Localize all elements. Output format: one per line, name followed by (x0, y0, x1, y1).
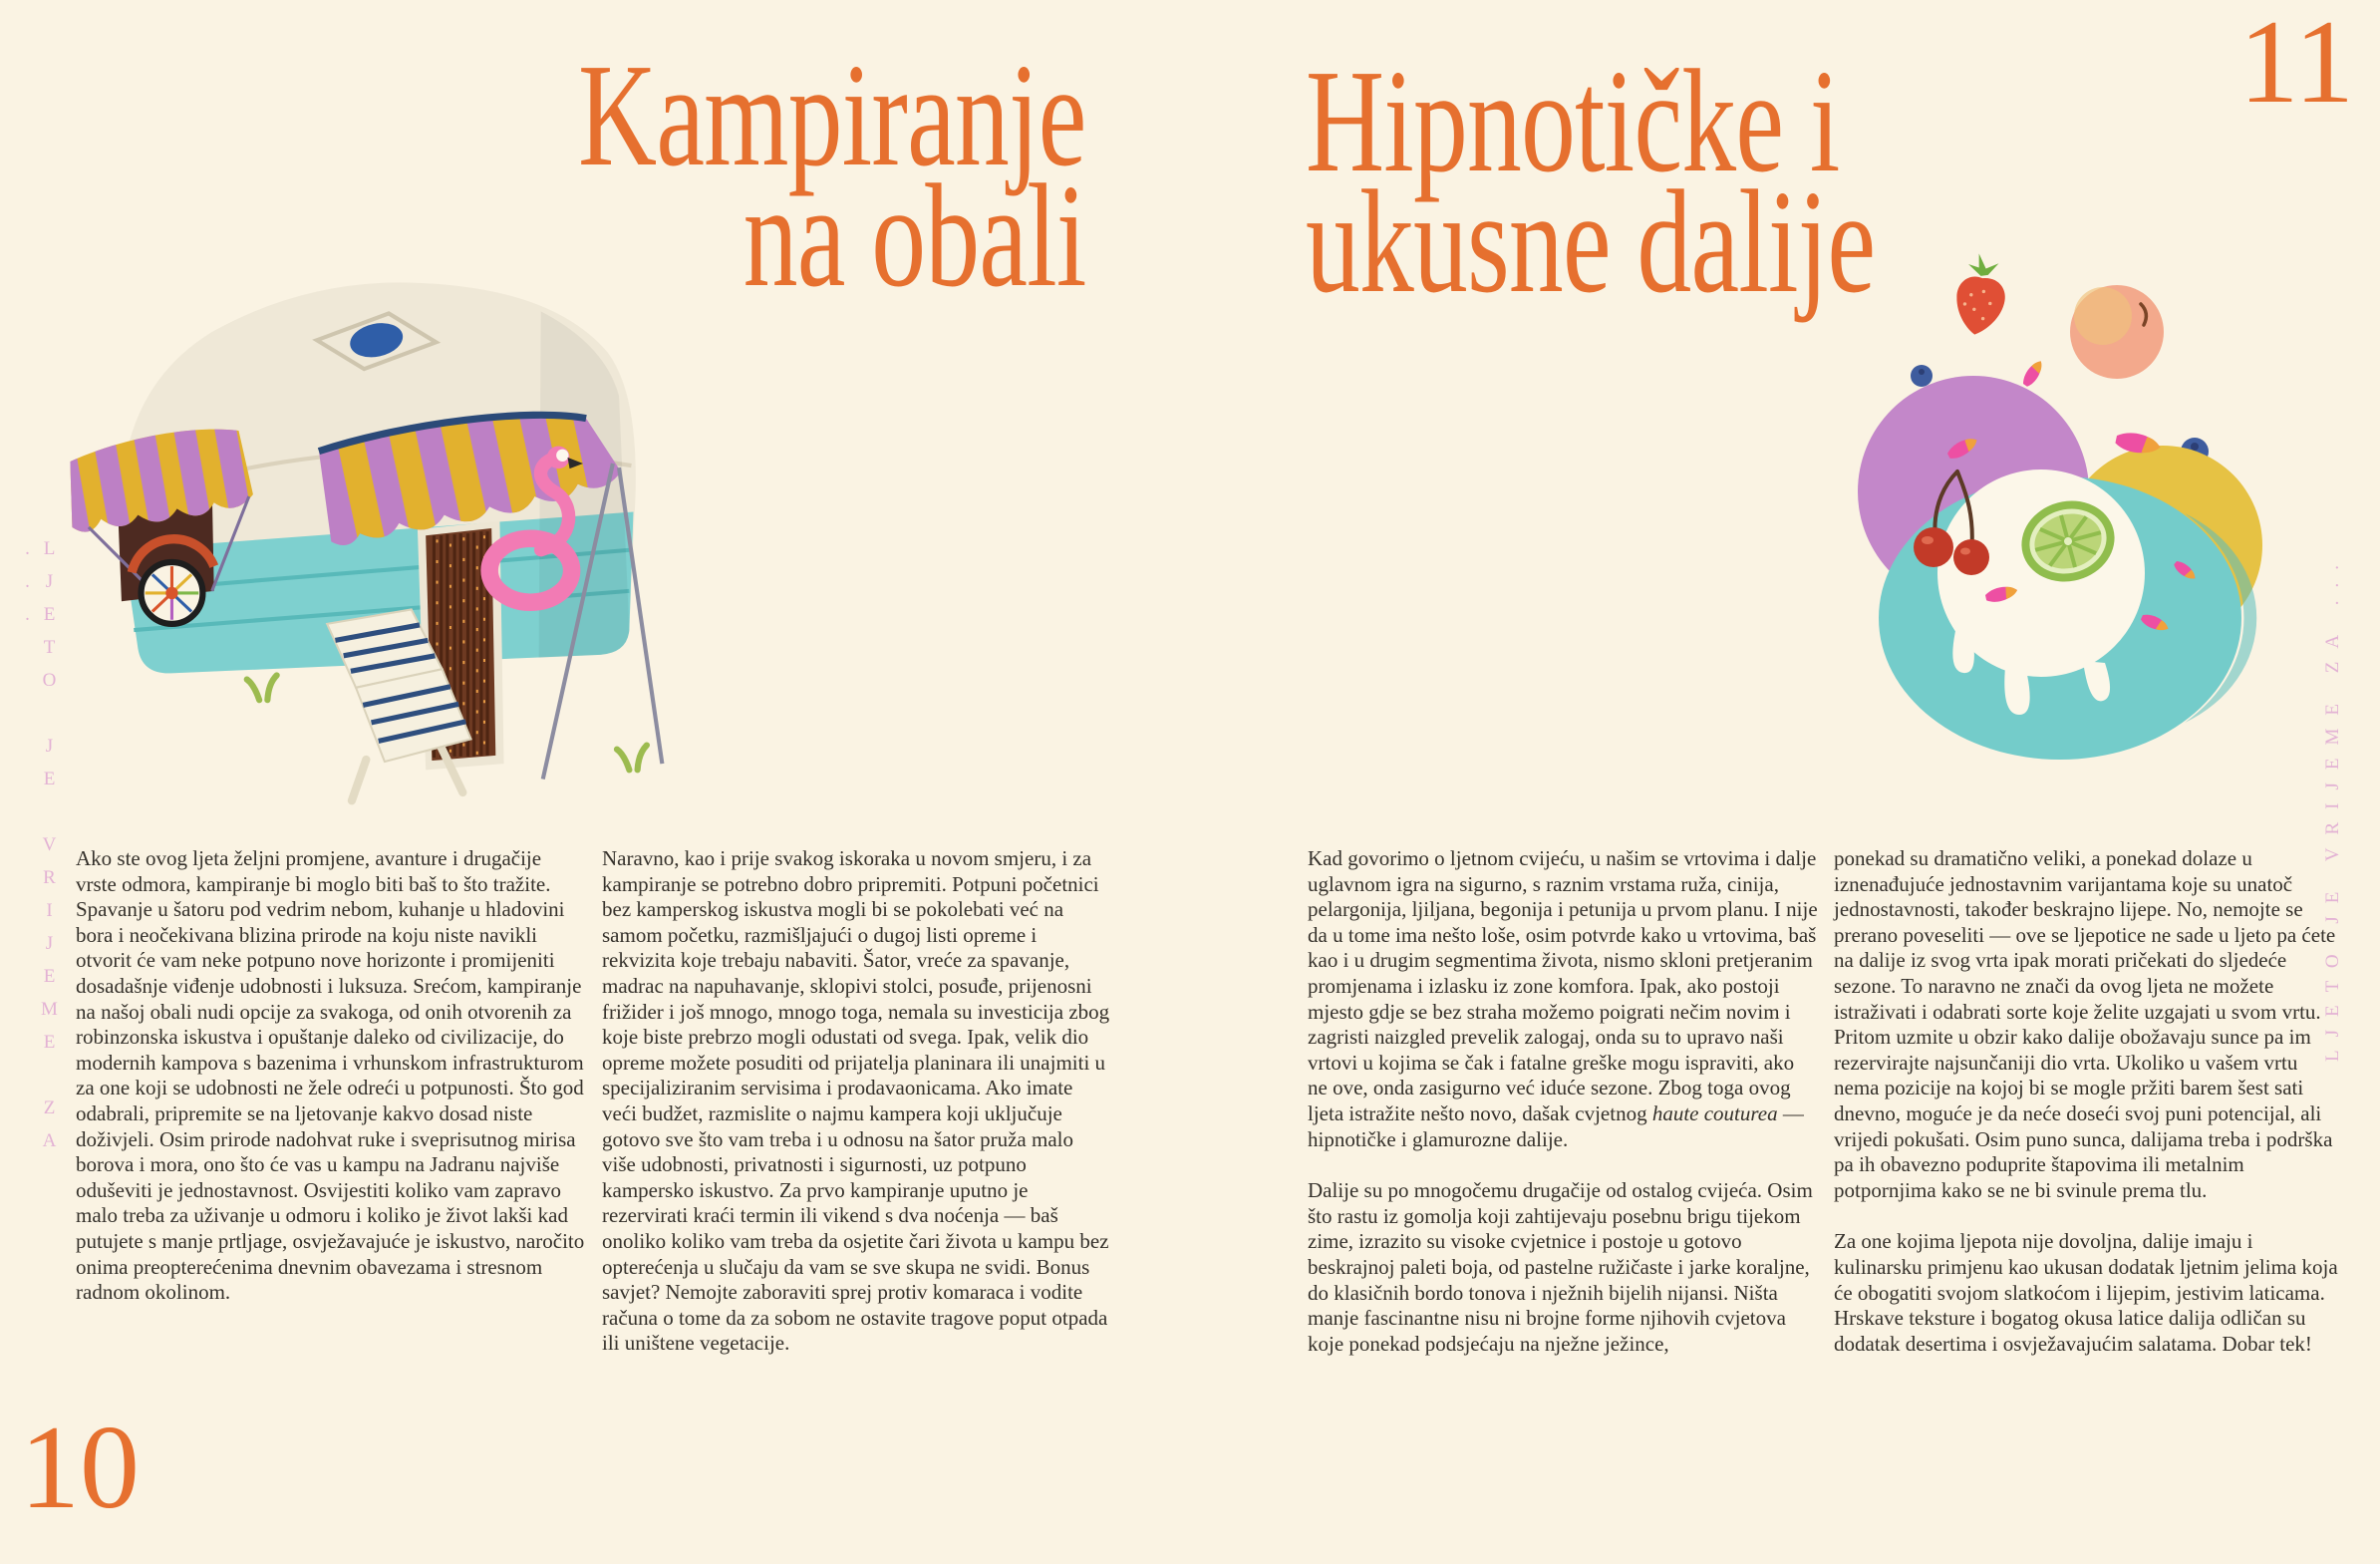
title-line: Kampiranje (578, 34, 1086, 197)
caravan-illustration (58, 187, 716, 805)
title-line: na obali (744, 155, 1086, 318)
body-paragraph: ponekad su dramatično veliki, a ponekad dolaze u iznenađujuće jednostavnim varijantama koje su unatoč jednostavnosti, također beskrajno lijepe. No, nemojte se prerano poveseliti — ove se ljepotice ne sade u ljeto pa ćete na dalije iz svog vrta ipak morati pričekati do sljedeće sezone. To naravno ne znači da ovog ljeta ne možete istraživati i odabrati sorte koje želite uzgajati u svom vrtu. Pritom uzmite u obzir kako dalije obožavaju sunce pa im rezervirajte najsunčaniji dio vrta. Ukoliko u vašem vrtu nema pozicije na kojoj bi se mogle pržiti barem šest sati dnevno, moguće je da neće doseći svoj puni potencijal, ali vrijedi pokušati. Osim puno sunca, dalijama treba i podrška pa ih obavezno poduprite štapovima ili metalnim potpornjima kako se ne bi svinule prema tlu. (1834, 846, 2336, 1202)
strawberry-icon (1951, 251, 2010, 338)
vertical-label-left: LJETO JE VRIJEME ZA ... (17, 538, 60, 1163)
page-number-10: 10 (20, 1401, 140, 1533)
body-paragraph: Naravno, kao i prije svakog iskoraka u novom smjeru, i za kampiranje se potrebno dobro pripremiti. Potpuni početnici bez kamperskog iskustva mogli bi se pokolebati već na samom početku, razmišljajući o dugoj listi opreme i rekvizita koje trebaju nabaviti. Šator, vreće za spavanje, madrac na napuhavanje, sklopivi stolci, posuđe, prijenosni frižider i još mnogo, mnogo toga, nemala su investicija zbog koje biste prebrzo mogli odustati od svega. Ipak, velik dio opreme možete posuditi od prijatelja planinara ili unajmiti u specijaliziranim servisima i prodavaonicama. Ako imate veći budžet, razmislite o najmu kampera koji uključuje gotovo sve što vam treba i u odnosu na šator pruža malo više udobnosti, privatnosti i sigurnosti, uz potpuno kampersko iskustvo. Za prvo kampiranje uputno je rezervirati kraći termin ili vikend s dva noćenja — baš onoliko koliko vam treba da osjetite čari života u kampu bez opterećenja u slučaju da vam se sve skupa ne svidi. Bonus savjet? Nemojte zaboraviti sprej protiv komaraca i vodite računa o tome da za sobom ne ostavite tragove poput otpada ili uništene vegetacije. (602, 846, 1110, 1356)
body-paragraph: Ako ste ovog ljeta željni promjene, avanture i drugačije vrste odmora, kampiranje bi moglo biti baš to što tražite. Spavanje u šatoru pod vedrim nebom, kuhanje u hladovini bora i neočekivana blizina prirode na koju niste navikli otvorit će vam neke potpuno nove horizonte i promijeniti dosadašnje viđenje udobnosti i luksuza. Srećom, kampiranje na našoj obali nudi opcije za svakoga, od onih otvorenih za robinzonska iskustva i opuštanje daleko od civilizacije, do modernih kampova s bazenima i vrhunskom infrastrukturom za one koji se udobnosti ne žele odreći u potpunosti. Što god odabrali, pripremite se na ljetovanje kakvo dosad niste doživjeli. Osim prirode nadohvat ruke i sveprisutnog mirisa borova i mora, ono što će vas u kampu na Jadranu najviše oduševiti je jednostavnost. Osvijestiti koliko vam zapravo malo treba za uživanje u odmoru i koliko je život lakši kad putujete s manje prtljage, osvježavajuće je iskustvo, naročito onima preopterećenima dnevnim obavezama i stresnom radnom okolinom. (76, 846, 585, 1305)
left-page-column-1 (76, 846, 586, 1306)
body-paragraph: Za one kojima ljepota nije dovoljna, dalije imaju i kulinarsku primjenu kao ukusan dodatak ljetnim jelima koja će obogatiti svojom slatkoćom i lijepim, jestivim laticama. Hrskave teksture i bogatog okusa latice dalija odličan su dodatak desertima i osvježavajućim salatama. Dobar tek! (1834, 1229, 2338, 1356)
body-paragraph: Kad govorimo o ljetnom cvijeću, u našim se vrtovima i dalje uglavnom igra na sigurno, s raznim vrstama ruža, cinija, pelargonija, ljiljana, begonija i petunija u prvom planu. I nije da u tome ima nešto loše, osim potvrde kako u vrtovima, baš kao i u drugim segmentima života, nismo skloni pretjeranim promjenama i izlasku iz zone komfora. Ipak, ako postoji mjesto gdje se bez straha možemo poigrati nečim novim i zagristi naizgled prevelik zalogaj, onda su to upravo naši vrtovi u kojima se čak i fatalne greške mogu ispraviti, ako ne ove, onda zasigurno već iduće sezone. Zbog toga ovog ljeta istražite nešto novo, dašak cvjetnog haute couturea — hipnotičke i glamurozne dalije. (1308, 846, 1818, 1151)
vertical-label-right: LJETO JE VRIJEME ZA ... (2322, 552, 2343, 1062)
right-page-column-1 (1308, 846, 1818, 1357)
page-number-11: 11 (2238, 0, 2354, 128)
left-page-column-2 (602, 846, 1112, 1357)
ice-cream-illustration (1856, 244, 2324, 763)
peach (2070, 285, 2164, 379)
title-line: Hipnotičke i (1306, 40, 1840, 203)
title-line: ukusne dalije (1306, 160, 1876, 324)
italic-phrase: haute couturea (1651, 1100, 1778, 1125)
body-paragraph: Dalije su po mnogočemu drugačije od ostalog cvijeća. Osim što rastu iz gomolja koji zahtijevaju posebnu brigu tijekom zime, izrazito su visoke cvjetnice i postoje u gotovo beskrajnoj paleti boja, od pastelne ružičaste i jarke koraljne, do klasičnih bordo tonova i nježnih bijelih nijansi. Ništa manje fascinantne nisu ni brojne forme njihovih cvjetova koje ponekad podsjećaju na nježne ježince, (1308, 1178, 1813, 1356)
right-page-column-2 (1834, 846, 2344, 1357)
